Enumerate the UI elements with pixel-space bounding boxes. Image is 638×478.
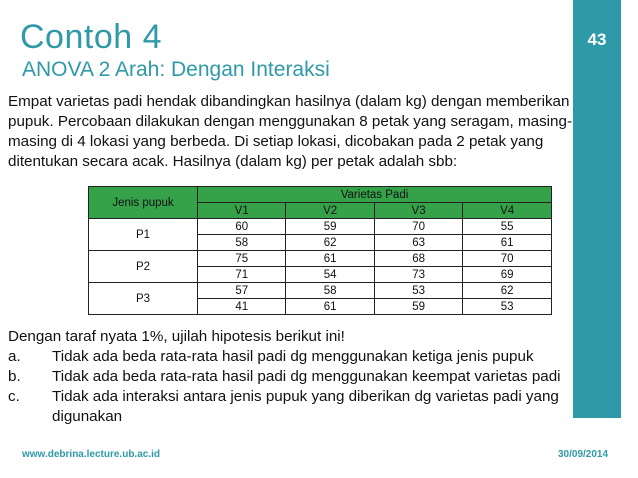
table-cell: 71 <box>198 267 286 283</box>
hypothesis-label: a. <box>8 348 21 365</box>
table-cell: 73 <box>374 267 462 283</box>
table-row <box>89 251 552 267</box>
pupuk-label: P3 <box>89 283 198 315</box>
table-cell: 59 <box>286 219 374 235</box>
hypothesis-item <box>8 367 633 387</box>
table-cell: 61 <box>463 235 552 251</box>
slide-subtitle: ANOVA 2 Arah: Dengan Interaksi <box>22 58 330 81</box>
table-row <box>89 219 552 235</box>
table-cell: 61 <box>286 251 374 267</box>
hypothesis-item <box>8 347 633 367</box>
table-cell: 63 <box>374 235 462 251</box>
data-table <box>88 186 552 315</box>
pupuk-label: P2 <box>89 251 198 283</box>
table-cell: 60 <box>198 219 286 235</box>
table-cell: 53 <box>374 283 462 299</box>
header-varietas-padi: Varietas Padi <box>198 187 552 203</box>
table-cell: 75 <box>198 251 286 267</box>
header-v4: V4 <box>463 203 552 219</box>
table-cell: 69 <box>463 267 552 283</box>
footer-url: www.debrina.lecture.ub.ac.id <box>22 449 160 460</box>
table-cell: 55 <box>463 219 552 235</box>
table-cell: 53 <box>463 299 552 315</box>
hypothesis-label: c. <box>8 388 20 405</box>
header-v2: V2 <box>286 203 374 219</box>
intro-paragraph: Empat varietas padi hendak dibandingkan hasilnya (dalam kg) dengan memberikan pupuk. Percobaan dilakukan dengan menggunakan 8 petak yang seragam, masing-masing di 4 lokasi yang berbeda. Di setiap lokasi, dicobakan pada 2 petak yang ditentukan secara acak. Hasilnya (dalam kg) per petak adalah sbb: <box>8 93 573 170</box>
table-cell: 62 <box>286 235 374 251</box>
hypothesis-label: b. <box>8 368 21 385</box>
slide-number: 43 <box>587 30 607 49</box>
header-jenis-pupuk: Jenis pupuk <box>89 187 198 219</box>
question-block <box>8 327 633 427</box>
question-lead: Dengan taraf nyata 1%, ujilah hipotesis berikut ini! <box>8 328 345 345</box>
table-cell: 54 <box>286 267 374 283</box>
table-cell: 62 <box>463 283 552 299</box>
header-v1: V1 <box>198 203 286 219</box>
hypothesis-text: Tidak ada beda rata-rata hasil padi dg menggunakan keempat varietas padi <box>52 368 561 385</box>
table-cell: 68 <box>374 251 462 267</box>
table-cell: 57 <box>198 283 286 299</box>
slide-title: Contoh 4 <box>20 18 162 56</box>
hypothesis-text: Tidak ada beda rata-rata hasil padi dg menggunakan ketiga jenis pupuk <box>52 348 534 365</box>
hypothesis-text: Tidak ada interaksi antara jenis pupuk yang diberikan dg varietas padi yang digunakan <box>52 388 559 425</box>
table-cell: 70 <box>374 219 462 235</box>
pupuk-label: P1 <box>89 219 198 251</box>
table-cell: 61 <box>286 299 374 315</box>
table-row <box>89 283 552 299</box>
hypothesis-item <box>8 387 633 427</box>
table-cell: 70 <box>463 251 552 267</box>
table-cell: 59 <box>374 299 462 315</box>
table-cell: 41 <box>198 299 286 315</box>
table-header-row <box>89 187 552 203</box>
header-v3: V3 <box>374 203 462 219</box>
table-cell: 58 <box>198 235 286 251</box>
footer-date: 30/09/2014 <box>558 449 609 460</box>
table-cell: 58 <box>286 283 374 299</box>
